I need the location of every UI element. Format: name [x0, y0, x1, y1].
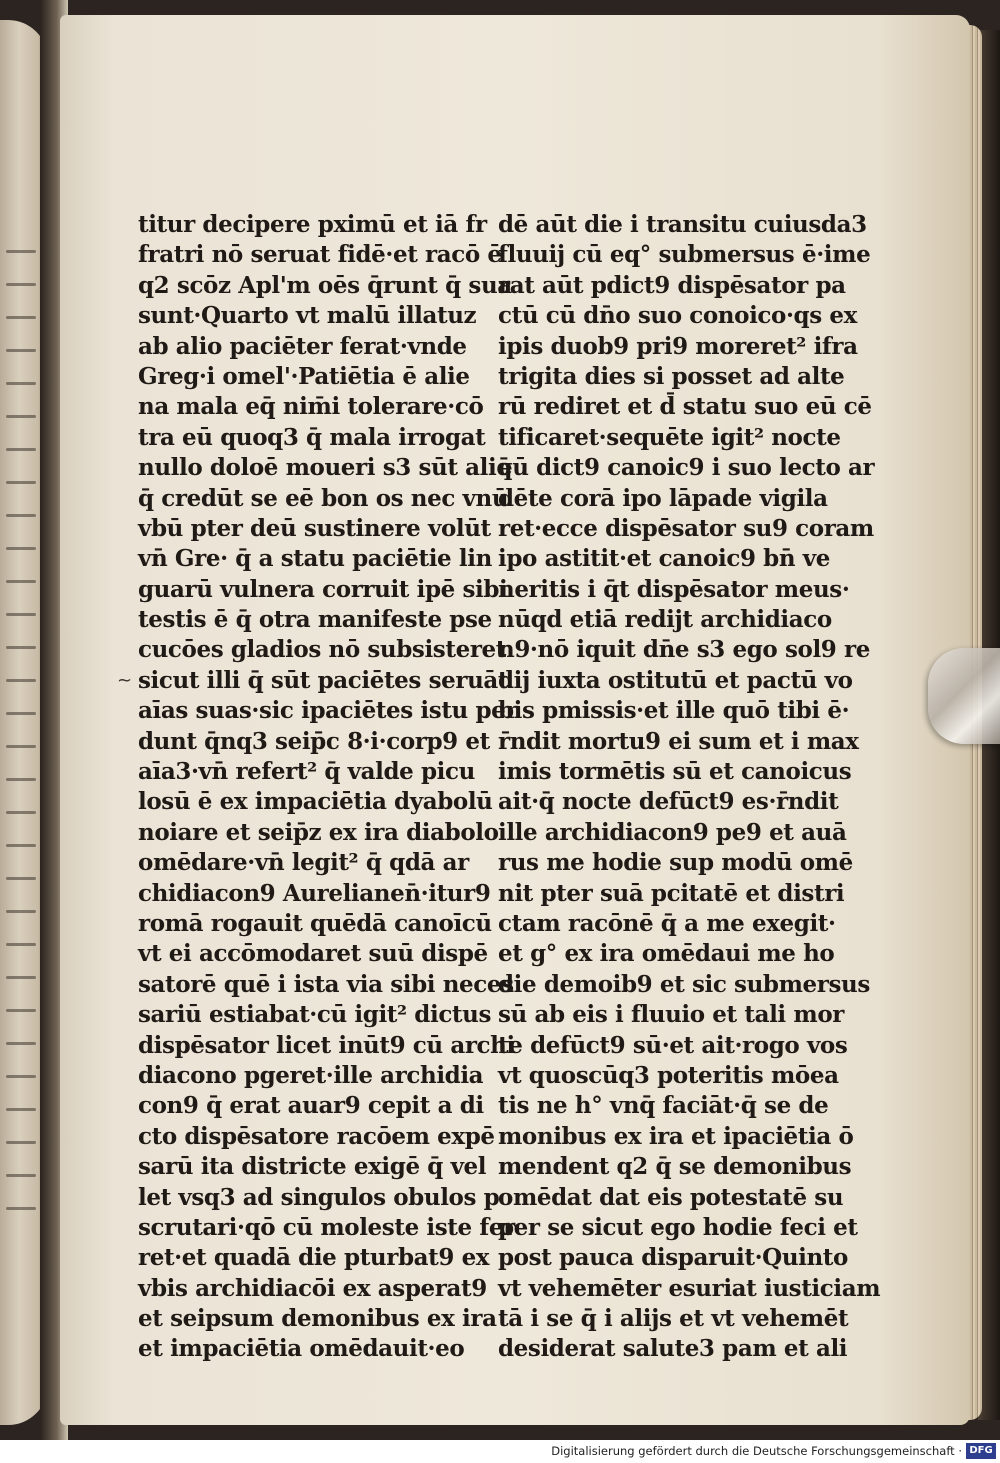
- text-line: tificaret·sequēte igit² nocte: [498, 423, 841, 451]
- text-line: vt ei accōmodaret suū dispē: [138, 940, 488, 968]
- text-line: vn̄ Gre· q̄ a statu paciētie lin: [138, 545, 492, 573]
- text-line: q2 scōz Apl'm oēs q̄runt q̄ sua: [138, 271, 512, 299]
- text-line: chidiacon9 Aurelianen̄·itur9: [138, 879, 491, 907]
- text-line: omēdat dat eis potestatē su: [498, 1183, 844, 1211]
- text-line: dispēsator licet inūt9 cū archi: [138, 1031, 515, 1059]
- text-line: ab alio paciēter ferat·vnde: [138, 332, 467, 360]
- text-line: post pauca disparuit·Quinto: [498, 1244, 848, 1272]
- text-line: sunt·Quarto vt malū illatuz: [138, 302, 477, 330]
- text-line: losū ē ex impaciētia dyabolū: [138, 788, 493, 816]
- text-line: trigita dies si posset ad alte: [498, 362, 845, 390]
- text-line: diacono pgeret·ille archidia: [138, 1061, 484, 1089]
- text-line: satorē quē i ista via sibi neces: [138, 970, 514, 998]
- text-line: ipis duob9 pri9 moreret² ifra: [498, 332, 858, 360]
- text-line: sariū estiabat·cū igit² dictus: [138, 1001, 492, 1029]
- text-line: guarū vulnera corruit ipē sibi: [138, 575, 508, 603]
- footer-bar: [0, 1440, 1000, 1463]
- dfg-logo: DFG: [966, 1443, 996, 1459]
- text-line: noiare et seip̄z ex ira diabolo: [138, 818, 499, 846]
- text-line: rū rediret et d̄ statu suo eū cē: [498, 393, 872, 421]
- text-line: nullo doloē moueri s3 sūt aliq̄: [138, 454, 513, 482]
- text-line: tis ne h° vnq̄ faciāt·q̄ se de: [498, 1092, 829, 1120]
- marginal-mark: ~: [117, 670, 133, 691]
- text-line: dunt q̄nq3 seip̄c 8·i·corp9 et: [138, 727, 490, 755]
- text-line: fluuij cū eq° submersus ē·ime: [498, 241, 871, 269]
- text-line: na mala eq̄ nim̄i tolerare·cō: [138, 393, 484, 421]
- text-line: r̄ndit mortu9 ei sum et i max: [498, 727, 859, 755]
- text-line: ret·et quadā die pturbat9 ex: [138, 1244, 490, 1272]
- text-line: titur decipere pximū et iā fr: [138, 211, 487, 238]
- text-line: romā rogauit quēdā canoīcū: [138, 909, 492, 937]
- text-column-left: [138, 210, 518, 1365]
- text-line: nit pter suā pcitatē et distri: [498, 879, 845, 907]
- text-line: sarū ita districte exigē q̄ vel: [138, 1153, 487, 1181]
- text-line: ait·q̄ nocte defūct9 es·r̄ndit: [498, 788, 839, 816]
- text-line: rus me hodie sup modū omē: [498, 849, 853, 877]
- text-line: et g° ex ira omēdaui me ho: [498, 940, 835, 968]
- text-line: rat aūt pdict9 dispēsator pa: [498, 271, 846, 299]
- text-line: mendent q2 q̄ se demonibus: [498, 1153, 852, 1181]
- text-line: sicut illi q̄ sūt paciētes seruāt: [138, 666, 509, 694]
- facing-page-text-fragments: [0, 220, 44, 1240]
- text-line: Greg·i omel'·Patiētia ē alie: [138, 362, 470, 390]
- text-line: cto dispēsatore racōem expē: [138, 1122, 495, 1150]
- text-line: sū ab eis i fluuio et tali mor: [498, 1001, 844, 1029]
- text-line: let vsq3 ad singulos obulos p: [138, 1183, 500, 1211]
- text-line: te defūct9 sū·et ait·rogo vos: [498, 1031, 848, 1059]
- page-clip: [928, 648, 1000, 744]
- text-line: monibus ex ira et ipaciētia ō: [498, 1122, 854, 1150]
- text-line: dij iuxta ostitutū et pactū vo: [498, 666, 853, 694]
- text-line: vt vehemēter esuriat iusticiam: [498, 1274, 881, 1302]
- text-line: scrutari·qō cū moleste iste fer: [138, 1213, 515, 1241]
- text-line: ctam racōnē q̄ a me exegit·: [498, 909, 836, 937]
- text-line: et impaciētia omēdauit·eo: [138, 1335, 465, 1363]
- text-line: vbis archidiacōi ex asperat9: [138, 1274, 487, 1302]
- text-line: aīas suas·sic ipaciētes istu per: [138, 697, 518, 725]
- text-line: die demoib9 et sic submersus: [498, 970, 870, 998]
- text-line: eū dict9 canoic9 i suo lecto ar: [498, 454, 875, 482]
- text-line: ille archidiacon9 pe9 et auā: [498, 818, 847, 846]
- text-line: cucōes gladios nō subsisteret: [138, 636, 506, 664]
- text-line: imis tormētis sū et canoicus: [498, 758, 852, 786]
- text-line: per se sicut ego hodie feci et: [498, 1213, 858, 1241]
- text-line: fratri nō seruat fidē·et racō ē: [138, 241, 502, 269]
- text-column-right: [498, 210, 881, 1365]
- text-line: tā i se q̄ i alijs et vt vehemēt: [498, 1305, 849, 1333]
- text-line: et seipsum demonibus ex ira: [138, 1305, 497, 1333]
- text-line: aīa3·vn̄ refert² q̄ valde picu: [138, 758, 475, 786]
- text-line: bis pmissis·et ille quō tibi ē·: [498, 697, 850, 725]
- text-line: ret·ecce dispēsator su9 coram: [498, 514, 874, 542]
- text-line: omēdare·vn̄ legit² q̄ qdā ar: [138, 849, 469, 877]
- text-line: tra eū quoq3 q̄ mala irrogat: [138, 423, 486, 451]
- text-line: dēte corā ipo lāpade vigila: [498, 484, 828, 512]
- text-line: desiderat salute3 pam et ali: [498, 1335, 848, 1363]
- funding-credit: Digitalisierung gefördert durch die Deutsche Forschungsgemeinschaft ·: [551, 1444, 962, 1458]
- text-line: neritis i q̄t dispēsator meus·: [498, 575, 850, 603]
- text-line: ipo astitit·et canoic9 bn̄ ve: [498, 545, 830, 573]
- text-line: q̄ credūt se eē bon os nec vnū: [138, 484, 509, 512]
- text-line: testis ē q̄ otra manifeste pse: [138, 606, 492, 634]
- text-line: n9·nō iquit dn̄e s3 ego sol9 re: [498, 636, 870, 664]
- text-line: nūqd etiā redijt archidiaco: [498, 606, 832, 634]
- text-line: dē aūt die i transitu cuiusda3: [498, 211, 867, 238]
- text-line: con9 q̄ erat auar9 cepit a di: [138, 1092, 484, 1120]
- text-line: ctū cū dn̄o suo conoico·qs ex: [498, 302, 857, 330]
- text-line: vt quoscūq3 poteritis mōea: [498, 1061, 839, 1089]
- text-line: vbū pter deū sustinere volūt: [138, 514, 491, 542]
